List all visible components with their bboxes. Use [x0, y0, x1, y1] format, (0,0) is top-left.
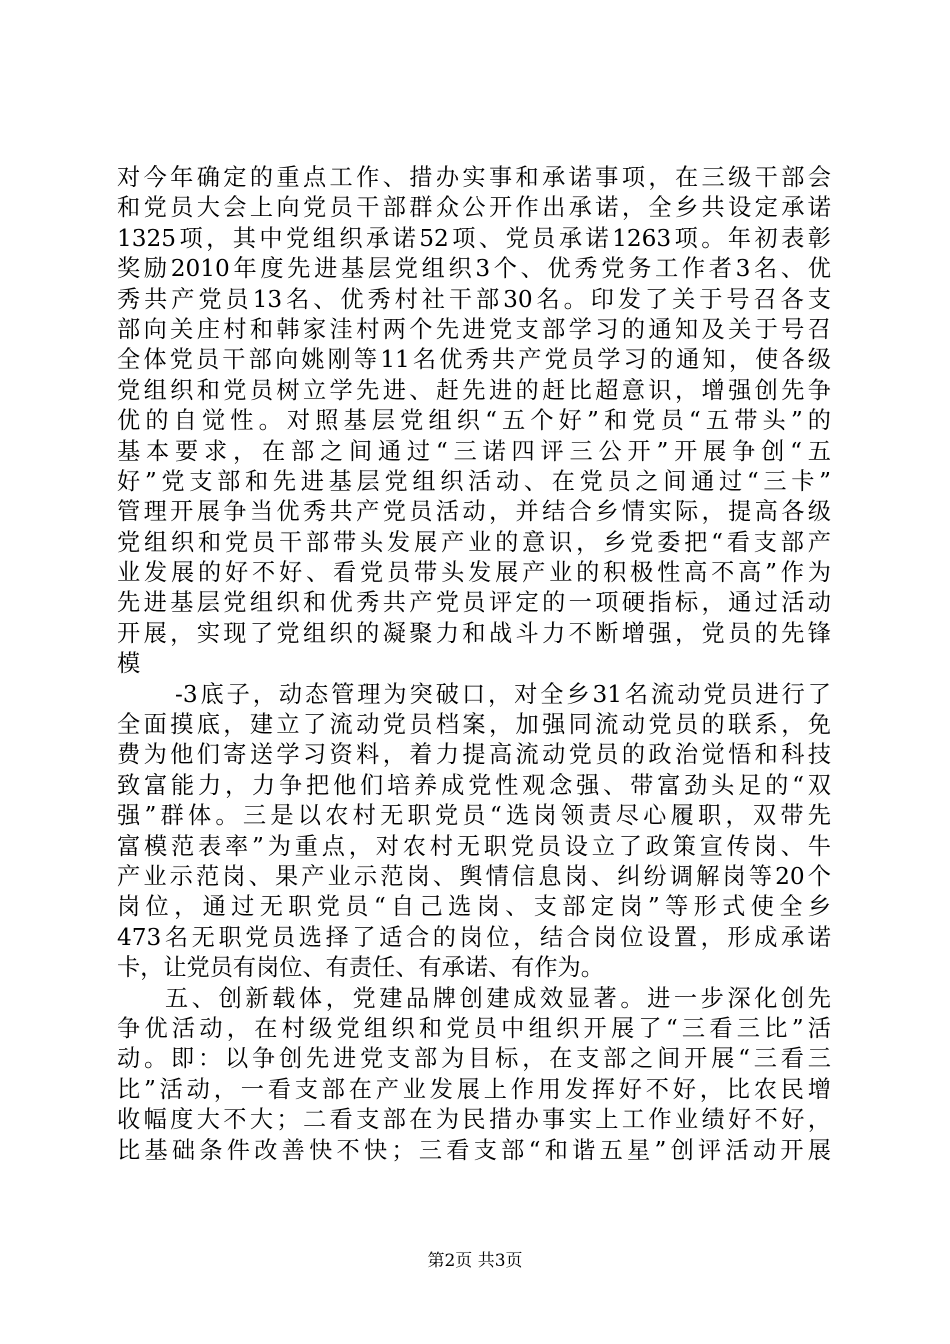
paragraph-line: -3底子，动态管理为突破口，对全乡31名流动党员进行了 — [175, 680, 831, 708]
paragraph-line: 1325项，其中党组织承诺52项、党员承诺1263项。年初表彰 — [117, 224, 831, 252]
paragraph-line: 奖励2010年度先进基层党组织3个、优秀党务工作者3名、优 — [117, 255, 831, 283]
paragraph-line: 优的自觉性。对照基层党组织“五个好”和党员“五带头”的 — [117, 407, 831, 435]
paragraph-line: 全面摸底，建立了流动党员档案，加强同流动党员的联系，免 — [117, 711, 831, 739]
paragraph-line: 管理开展争当优秀共产党员活动，并结合乡情实际，提高各级 — [117, 498, 831, 526]
paragraph-line: 岗位，通过无职党员“自己选岗、支部定岗”等形式使全乡 — [117, 893, 831, 921]
paragraph-line: 好”党支部和先进基层党组织活动、在党员之间通过“三卡” — [117, 467, 831, 495]
paragraph-line: 开展，实现了党组织的凝聚力和战斗力不断增强，党员的先锋 — [117, 619, 831, 647]
paragraph-line: 先进基层党组织和优秀共产党员评定的一项硬指标，通过活动 — [117, 589, 831, 617]
paragraph-line: 秀共产党员13名、优秀村社干部30名。印发了关于号召各支 — [117, 285, 831, 313]
paragraph-line: 五、创新载体，党建品牌创建成效显著。进一步深化创先 — [165, 984, 831, 1012]
paragraph-line: 收幅度大不大；二看支部在为民措办事实上工作业绩好不好， — [117, 1106, 831, 1134]
paragraph-line: 产业示范岗、果产业示范岗、舆情信息岗、纠纷调解岗等20个 — [117, 862, 831, 890]
paragraph-line: 业发展的好不好、看党员带头发展产业的积极性高不高”作为 — [117, 559, 831, 587]
paragraph-line: 模 — [117, 650, 141, 678]
paragraph-line: 党组织和党员树立学先进、赶先进的赶比超意识，增强创先争 — [117, 376, 831, 404]
paragraph-line: 部向关庄村和韩家洼村两个先进党支部学习的通知及关于号召 — [117, 315, 831, 343]
paragraph-line: 比基础条件改善快不快；三看支部“和谐五星”创评活动开展 — [117, 1136, 831, 1164]
paragraph-line: 动。即：以争创先进党支部为目标，在支部之间开展“三看三 — [117, 1045, 831, 1073]
paragraph-line: 费为他们寄送学习资料，着力提高流动党员的政治觉悟和科技 — [117, 741, 831, 769]
paragraph-line: 和党员大会上向党员干部群众公开作出承诺，全乡共设定承诺 — [117, 194, 831, 222]
paragraph-line: 全体党员干部向姚刚等11名优秀共产党员学习的通知，使各级 — [117, 346, 831, 374]
paragraph-line: 对今年确定的重点工作、措办实事和承诺事项，在三级干部会 — [117, 164, 831, 191]
document-body — [117, 163, 831, 1166]
paragraph-line: 强”群体。三是以农村无职党员“选岗领责尽心履职，双带先 — [117, 802, 831, 830]
paragraph-line: 473名无职党员选择了适合的岗位，结合岗位设置，形成承诺 — [117, 923, 831, 951]
paragraph-line: 致富能力，力争把他们培养成党性观念强、带富劲头足的“双 — [117, 771, 831, 799]
paragraph-line: 比”活动，一看支部在产业发展上作用发挥好不好，比农民增 — [117, 1075, 831, 1103]
paragraph-line: 富模范表率”为重点，对农村无职党员设立了政策宣传岗、牛 — [117, 832, 831, 860]
paragraph-line: 基本要求，在部之间通过“三诺四评三公开”开展争创“五 — [117, 437, 831, 465]
paragraph-line: 争优活动，在村级党组织和党员中组织开展了“三看三比”活 — [117, 1014, 831, 1042]
paragraph-line: 党组织和党员干部带头发展产业的意识，乡党委把“看支部产 — [117, 528, 831, 556]
page-number-footer: 第2页 共3页 — [427, 1251, 523, 1271]
paragraph-line: 卡，让党员有岗位、有责任、有承诺、有作为。 — [117, 954, 604, 982]
